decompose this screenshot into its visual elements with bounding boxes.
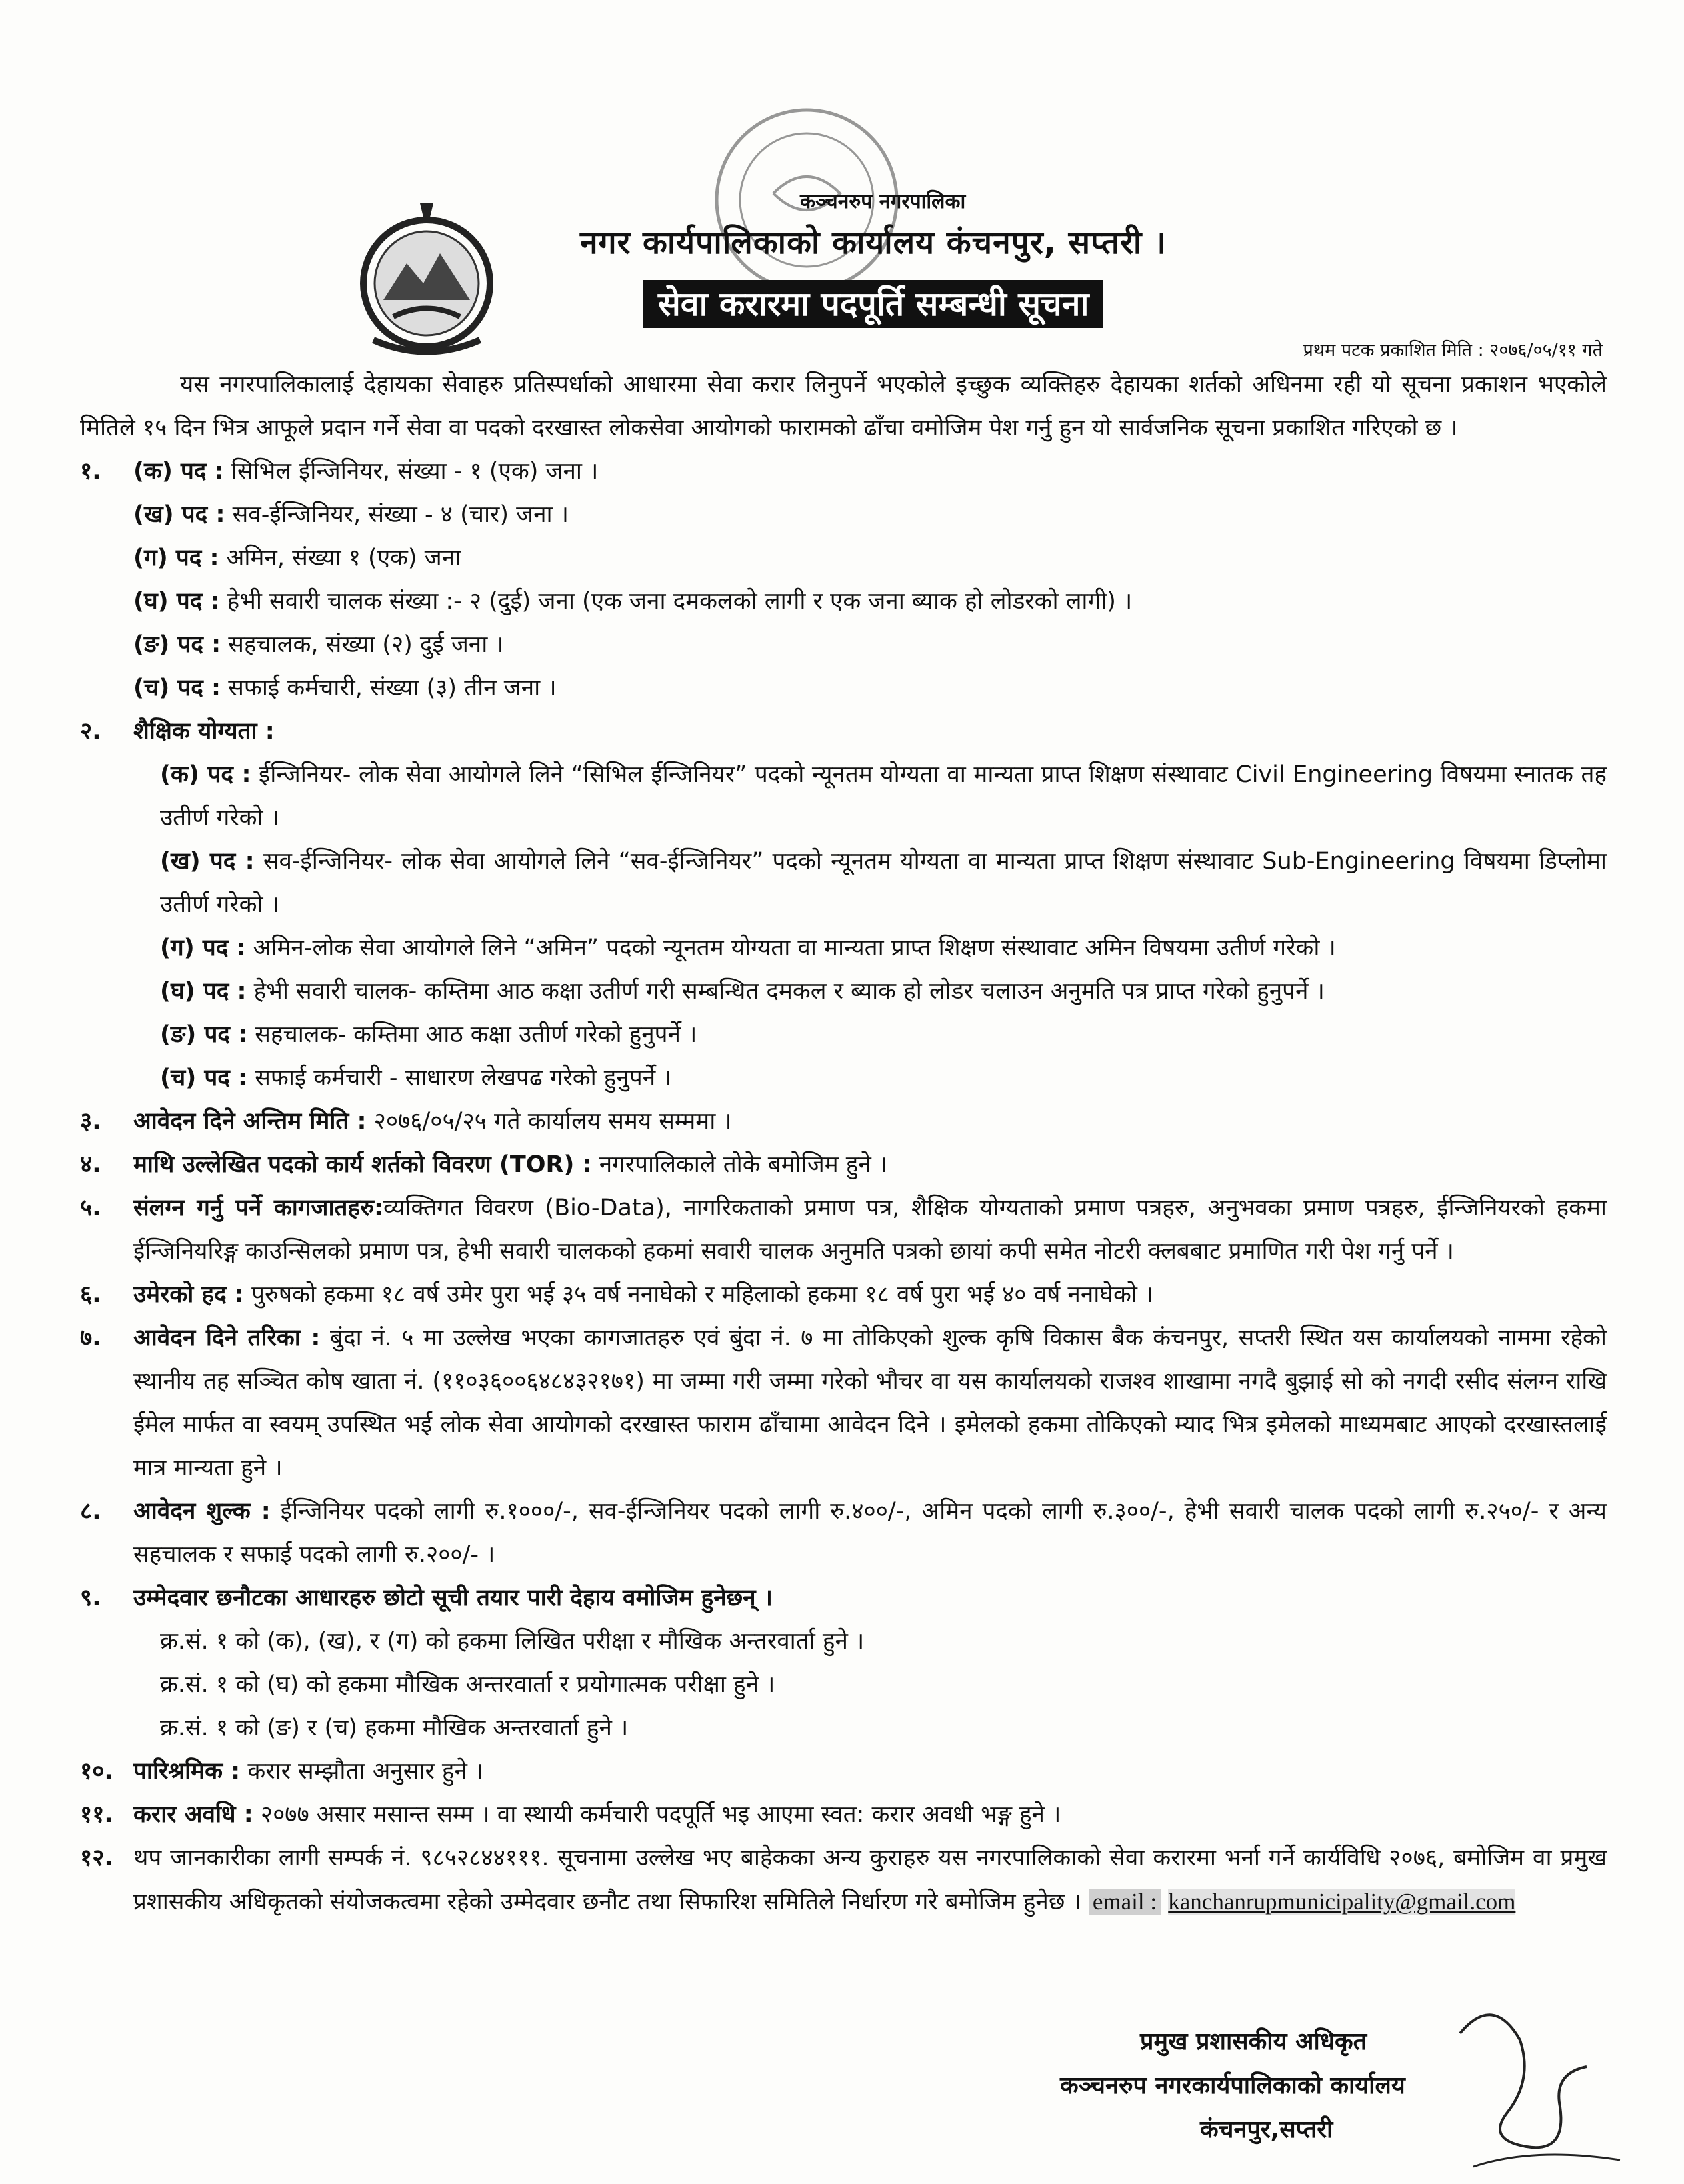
handwritten-signature <box>1433 1993 1633 2180</box>
age-limit-section: ६. उमेरको हद : पुरुषको हकमा १८ वर्ष उमेर पुरा भई ३५ वर्ष ननाघेको र महिलाको हकमा १८ वर्ष पुरा भई ४० वर्ष ननाघेको । <box>80 1281 1154 1308</box>
list-item: (घ) पद : हेभी सवारी चालक- कम्तिमा आठ कक्षा उतीर्ण गरी सम्बन्धित दमकल र ब्याक हो लोडर चलाउन अनुमति पत्र प्राप्त गरेको हुनुपर्ने । <box>160 978 1325 1005</box>
municipality-name: कञ्चनरुप नगरपालिका <box>800 190 966 213</box>
list-item: (ङ) पद : सहचालक- कम्तिमा आठ कक्षा उतीर्ण गरेको हुनुपर्ने । <box>160 1021 697 1048</box>
notice-title: सेवा करारमा पदपूर्ति सम्बन्धी सूचना <box>643 280 1103 328</box>
list-item: (ख) पद : सव-ईन्जिनियर- लोक सेवा आयोगले लिने “सव-ईन्जिनियर” पदको न्यूनतम योग्यता वा मान्यता प्राप्त शिक्षण संस्थावाट Sub-Engineering विषयमा डिप्लोमा उतीर्ण गरेको । <box>160 848 1607 918</box>
list-item: (च) पद : सफाई कर्मचारी - साधारण लेखपढ गरेको हुनुपर्ने । <box>160 1065 672 1091</box>
application-method-section: ७. आवेदन दिने तरिका : बुंदा नं. ५ मा उल्लेख भएका कागजातहरु एवं बुंदा नं. ७ मा तोकिएको शुल्क कृषि विकास बैक कंचनपुर, सप्तरी स्थित यस कार्यालयको नाममा रहेको स्थानीय तह सञ्चित कोष खाता नं. (११०३६००६४८४३२१७१) मा जम्मा गरी जम्मा गरेको भौचर वा यस कार्यालयको राजश्व शाखामा नगदै बुझाई सो को नगदी रसीद संलग्न राखि ईमेल मार्फत वा स्वयम् उपस्थित भई लोक सेवा आयोगको दरखास्त फाराम ढाँचामा आवेदन दिने । इमेलको हकमा तोकिएको म्याद भित्र इमेलको माध्यमबाट आएको दरखास्तलाई मात्र मान्यता हुने । <box>80 1325 1607 1481</box>
list-item: क्र.सं. १ को (घ) को हकमा मौखिक अन्तरवार्ता र प्रयोगात्मक परीक्षा हुने । <box>160 1671 775 1698</box>
list-item: क्र.सं. १ को (क), (ख), र (ग) को हकमा लिखित परीक्षा र मौखिक अन्तरवार्ता हुने । <box>160 1628 865 1655</box>
list-item: १. (क) पद : सिभिल ईन्जिनियर, संख्या - १ (एक) जना । <box>80 450 1607 493</box>
documents-section: ५. संलग्न गर्नु पर्ने कागजातहरु:व्यक्तिगत विवरण (Bio-Data), नागरिकताको प्रमाण पत्र, शैक्षिक योग्यताको प्रमाण पत्रहरु, अनुभवका प्रमाण पत्रहरु, ईन्जिनियरको हकमा ईन्जिनियरिङ्ग काउन्सिलको प्रमाण पत्र, हेभी सवारी चालकको हकमां सवारी चालक अनुमति पत्रको छायां कपी समेत नोटरी क्लबबाट प्रमाणित गरी पेश गर्नु पर्ने । <box>80 1195 1607 1265</box>
tor-section: ४. माथि उल्लेखित पदको कार्य शर्तको विवरण (TOR) : नगरपालिकाले तोके बमोजिम हुने । <box>80 1151 888 1178</box>
list-item: (ग) पद : अमिन, संख्या १ (एक) जना <box>133 545 461 571</box>
education-section <box>80 710 1607 1100</box>
nepal-emblem-icon <box>347 200 507 360</box>
remuneration-section: १०. पारिश्रमिक : करार सम्झौता अनुसार हुने । <box>80 1758 484 1785</box>
list-item: (ख) पद : सव-ईन्जिनियर, संख्या - ४ (चार) जना । <box>133 501 569 528</box>
signatory-title: प्रमुख प्रशासकीय अधिकृत <box>1140 2028 1367 2055</box>
signatory-address: कंचनपुर,सप्तरी <box>1200 2116 1333 2143</box>
list-item: क्र.सं. १ को (ङ) र (च) हकमा मौखिक अन्तरवार्ता हुने । <box>160 1715 629 1741</box>
email-link[interactable]: kanchanrupmunicipality@gmail.com <box>1168 1889 1516 1915</box>
contract-duration-section: ११. करार अवधि : २०७७ असार मसान्त सम्म । वा स्थायी कर्मचारी पदपूर्ति भइ आएमा स्वत: करार अवधी भङ्ग हुने । <box>80 1801 1061 1828</box>
notice-body <box>80 363 1607 1924</box>
intro-paragraph: यस नगरपालिकालाई देहायका सेवाहरु प्रतिस्पर्धाको आधारमा सेवा करार लिनुपर्ने भएकोले इच्छुक व्यक्तिहरु देहायका शर्तको अधिनमा रही यो सूचना प्रकाशन भएकोले मितिले १५ दिन भित्र आफूले प्रदान गर्ने सेवा वा पदको दरखास्त लोकसेवा आयोगको फारामको ढाँचा वमोजिम पेश गर्नु हुन यो सार्वजनिक सूचना प्रकाशित गरिएको छ । <box>80 371 1607 441</box>
section-heading: २. शैक्षिक योग्यता : <box>80 718 275 745</box>
signature-block <box>1060 2020 1405 2152</box>
list-item: (ङ) पद : सहचालक, संख्या (२) दुई जना । <box>133 631 504 658</box>
contact-section: १२. थप जानकारीका लागी सम्पर्क नं. ९८५२८४४१११. सूचनामा उल्लेख भए बाहेकका अन्य कुराहरु यस नगरपालिकाको सेवा करारमा भर्ना गर्ने कार्यविधि २०७६, बमोजिम वा प्रमुख प्रशासकीय अधिकृतको संयोजकत्वमा रहेको उम्मेदवार छनौट तथा सिफारिश समितिले निर्धारण गरे बमोजिम हुनेछ । email : kanchanrupmunicipality@gmail.com <box>80 1845 1607 1915</box>
list-item: (क) पद : ईन्जिनियर- लोक सेवा आयोगले लिने “सिभिल ईन्जिनियर” पदको न्यूनतम योग्यता वा मान्यता प्राप्त शिक्षण संस्थावाट Civil Engineering विषयमा स्नातक तह उतीर्ण गरेको । <box>160 761 1607 831</box>
posts-list <box>80 450 1607 710</box>
deadline-section: ३. आवेदन दिने अन्तिम मिति : २०७६/०५/२५ गते कार्यालय समय सम्ममा । <box>80 1108 732 1135</box>
application-fee-section: ८. आवेदन शुल्क : ईन्जिनियर पदको लागी रु.१०००/-, सव-ईन्जिनियर पदको लागी रु.४००/-, अमिन पदको लागी रु.३००/-, हेभी सवारी चालक पदको लागी रु.२५०/- र अन्य सहचालक र सफाई पदको लागी रु.२००/- । <box>80 1498 1607 1568</box>
selection-section <box>80 1577 1607 1750</box>
signatory-office: कञ्चनरुप नगरकार्यपालिकाको कार्यालय <box>1060 2072 1405 2099</box>
list-item: (च) पद : सफाई कर्मचारी, संख्या (३) तीन जना । <box>133 675 557 701</box>
list-item: (ग) पद : अमिन-लोक सेवा आयोगले लिने “अमिन” पदको न्यूनतम योग्यता वा मान्यता प्राप्त शिक्षण संस्थावाट अमिन विषयमा उतीर्ण गरेको । <box>160 935 1336 961</box>
section-heading: ९. उम्मेदवार छनौटका आधारहरु छोटो सूची तयार पारी देहाय वमोजिम हुनेछन् । <box>80 1585 773 1611</box>
publication-date: प्रथम पटक प्रकाशित मिति : २०७६/०५/११ गते <box>1303 340 1603 361</box>
email-label: email : <box>1089 1889 1161 1915</box>
section-number: १. <box>80 458 101 485</box>
list-item: (घ) पद : हेभी सवारी चालक संख्या :- २ (दुई) जना (एक जना दमकलको लागी र एक जना ब्याक हो लोडरको लागी) । <box>133 588 1133 615</box>
office-heading: नगर कार्यपालिकाको कार्यालय कंचनपुर, सप्तरी । <box>580 224 1167 261</box>
